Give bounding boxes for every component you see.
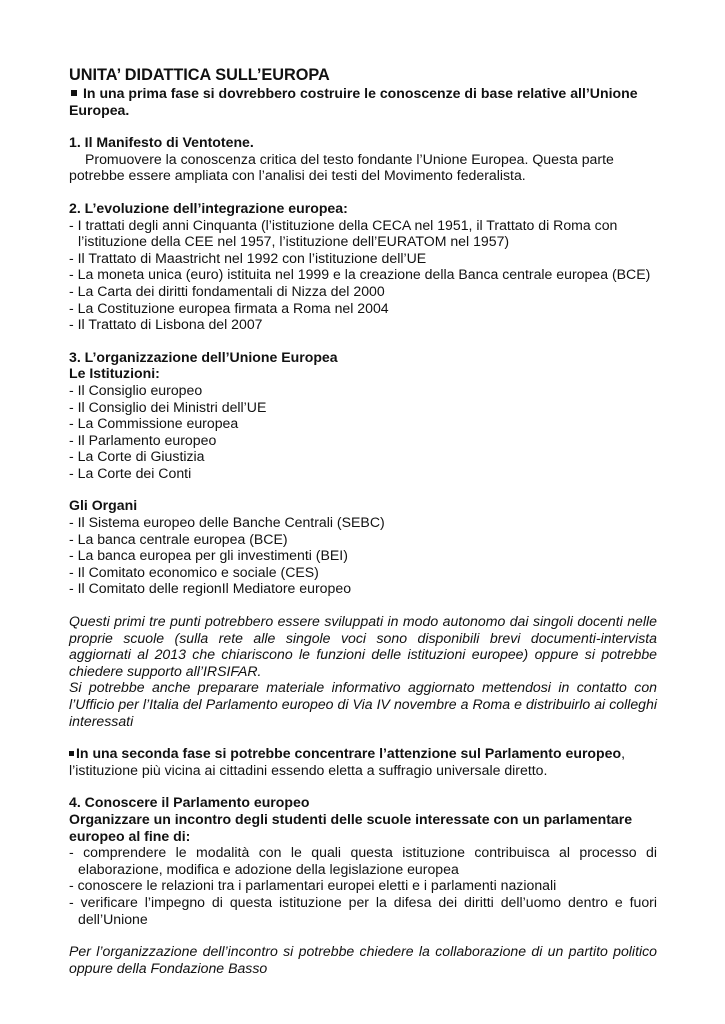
list-item: - verificare l’impegno di questa istituzione per la difesa dei diritti dell’uomo dentro e fuori dell’Unione [69, 893, 657, 927]
list-item: - La banca centrale europea (BCE) [69, 530, 288, 547]
list-item: - Il Consiglio dei Ministri dell’UE [69, 398, 267, 415]
list-item: - Il Trattato di Lisbona del 2007 [69, 316, 263, 333]
section-4-heading: 4. Conoscere il Parlamento europeo [69, 794, 310, 811]
phase-2-rest: , l’istituzione più vicina ai cittadini essendo eletta a suffragio universale diretto. [69, 745, 626, 778]
istituzioni-list [69, 382, 657, 482]
section-1-heading: 1. Il Manifesto di Ventotene. [69, 134, 254, 151]
list-item: - La Costituzione europea firmata a Roma nel 2004 [69, 299, 389, 316]
section-3-heading: 3. L’organizzazione dell’Unione Europea [69, 348, 338, 365]
list-item: - La banca europea per gli investimenti (BEI) [69, 547, 348, 564]
organi-subheading: Gli Organi [69, 497, 138, 514]
list-item: - conoscere le relazioni tra i parlamentari europei eletti e i parlamenti nazionali [69, 877, 557, 894]
list-item: - Il Sistema europeo delle Banche Centrali (SEBC) [69, 514, 385, 531]
note-paragraph-3: Per l’organizzazione dell’incontro si potrebbe chiedere la collaborazione di un partito politico oppure della Fondazione Basso [69, 943, 657, 976]
document-title: UNITA’ DIDATTICA SULL’EUROPA [69, 66, 330, 84]
square-bullet-icon [71, 90, 77, 96]
list-item: - La Corte di Giustizia [69, 448, 205, 465]
intro-text: In una prima fase si dovrebbero costruire le conoscenze di base relative all’Unione Europea. [69, 85, 638, 118]
section-4-subheading: Organizzare un incontro degli studenti delle scuole interessate con un parlamentare europeo al fine di: [69, 810, 633, 844]
section-1-text: Promuovere la conoscenza critica del testo fondante l’Unione Europea. Questa parte potrebbe essere ampliata con l’analisi dei testi del Movimento federalista. [69, 150, 614, 184]
list-item: - La Commissione europea [69, 415, 239, 432]
list-item: - I trattati degli anni Cinquanta (l’istituzione della CECA nel 1951, il Trattato di Roma con l’istituzione della CEE nel 1957, l’istituzione dell’EURATOM nel 1957) [69, 216, 618, 250]
list-item: - Il Comitato economico e sociale (CES) [69, 563, 319, 580]
section-4-list [69, 844, 657, 927]
list-item: - Il Comitato delle regionIl Mediatore europeo [69, 580, 352, 597]
section-2-heading: 2. L’evoluzione dell’integrazione europea: [69, 199, 348, 216]
document-page [69, 66, 657, 976]
list-item: - comprendere le modalità con le quali questa istituzione contribuisca al processo di elaborazione, modifica e adozione della legislazione europea [69, 844, 657, 877]
phase-2-paragraph [69, 745, 657, 778]
note-paragraph-1: Questi primi tre punti potrebbero essere sviluppati in modo autonomo dai singoli docenti nelle proprie scuole (sulla rete alle singole voci sono disponibili brevi documenti-intervista aggiornati al 2013 che chiariscono le funzioni delle istituzioni europee) oppure si potrebbe chiedere supporto all’IRSIFAR. [69, 613, 657, 679]
section-2-list [69, 217, 657, 333]
list-item: - La Carta dei diritti fondamentali di Nizza del 2000 [69, 282, 385, 299]
list-item: - Il Trattato di Maastricht nel 1992 con l’istituzione dell’UE [69, 249, 427, 266]
phase-2-bold: In una seconda fase si potrebbe concentrare l’attenzione sul Parlamento europeo [76, 745, 622, 762]
square-bullet-icon [69, 751, 74, 756]
list-item: - Il Consiglio europeo [69, 381, 203, 398]
list-item: - La Corte dei Conti [69, 464, 192, 481]
list-item: - La moneta unica (euro) istituita nel 1999 e la creazione della Banca centrale europea (BCE) [69, 266, 651, 283]
istituzioni-subheading: Le Istituzioni: [69, 365, 160, 382]
intro-paragraph [69, 85, 657, 118]
note-paragraph-2: Si potrebbe anche preparare materiale informativo aggiornato mettendosi in contatto con l’Ufficio per l’Italia del Parlamento europeo di Via IV novembre a Roma e distribuirlo ai colleghi interessati [69, 679, 657, 729]
organi-list [69, 514, 657, 597]
list-item: - Il Parlamento europeo [69, 431, 217, 448]
